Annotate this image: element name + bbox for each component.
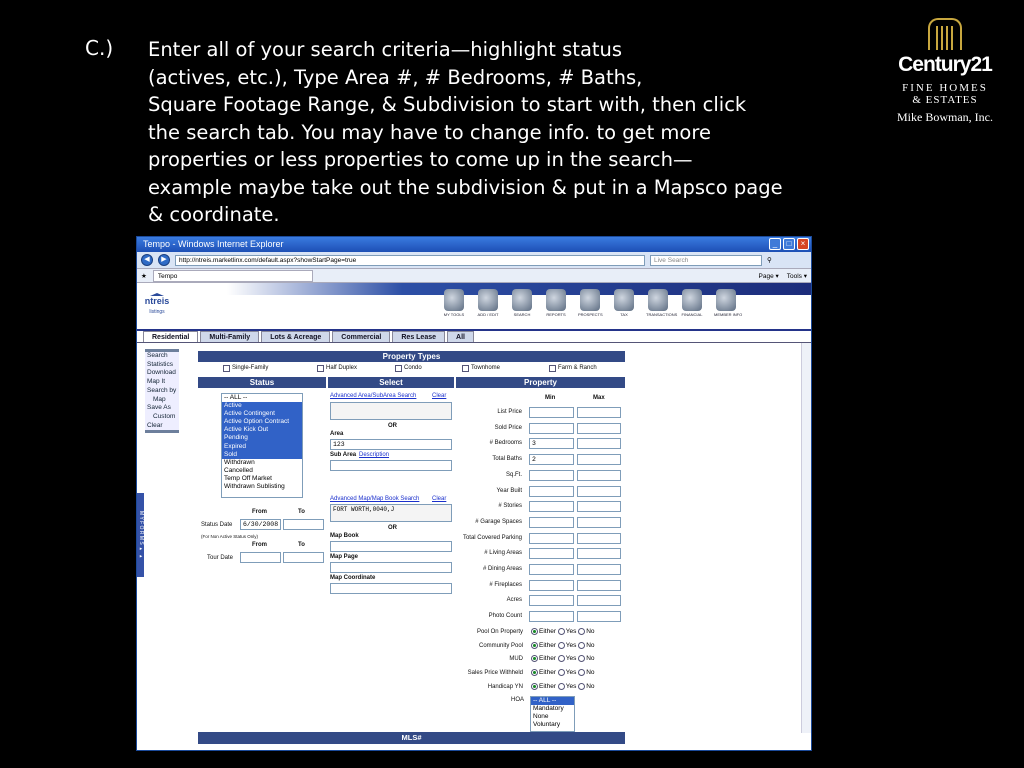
subarea-label: Sub Area [330,452,357,458]
calculator-icon [682,289,702,311]
hoa-label: HOA [511,697,525,703]
radio-yes[interactable] [558,642,565,649]
radio-label: No [586,683,595,691]
live-search-input[interactable]: Live Search [650,255,762,266]
property-field-label: Sold Price [494,424,522,431]
radio-group [531,628,595,635]
property-max-input[interactable] [577,595,621,606]
farm-ranch-checkbox[interactable] [549,365,556,372]
property-types-header: Property Types [198,351,625,362]
area-input[interactable]: 123 [330,439,452,450]
app-header [137,283,811,331]
radio-group [531,683,595,690]
property-max-input[interactable] [577,501,621,512]
search-tool-button[interactable] [510,289,534,317]
radio-either[interactable] [531,669,538,676]
half-duplex-label: Half Duplex [326,365,358,371]
radio-either[interactable] [531,683,538,690]
property-class-tabs [137,331,811,343]
radio-label: Either [539,655,556,663]
property-min-input[interactable] [529,423,574,434]
radio-either[interactable] [531,642,538,649]
nav-map-it[interactable]: Map It [147,378,166,386]
property-max-input[interactable] [577,533,621,544]
radio-label: No [586,655,595,663]
status-date-from-input[interactable]: 6/30/2008 [240,519,281,530]
radio-yes[interactable] [558,669,565,676]
status-option[interactable]: Active [222,402,302,410]
townhome-label: Townhome [471,365,501,371]
tour-date-label: Tour Date [207,555,234,561]
property-field-label: Photo Count [488,613,522,620]
radio-no[interactable] [578,669,585,676]
advanced-area-link[interactable]: Advanced Area/SubArea Search [330,393,417,399]
map-coordinate-input[interactable] [330,583,452,594]
status-option[interactable]: Sold [222,451,302,459]
property-max-input[interactable] [577,407,621,418]
brand-name: Century21 [898,53,992,76]
instruction-line: properties or less properties to come up in the search— [148,148,693,171]
handshake-icon [648,289,668,311]
minimize-button[interactable]: _ [769,238,781,250]
tab-residential[interactable]: Residential [143,331,198,342]
house-icon [150,287,164,296]
instruction-line: Square Footage Range, & Subdivision to start with, then click [148,93,747,116]
half-duplex-checkbox[interactable] [317,365,324,372]
tab-lots-acreage[interactable]: Lots & Acreage [261,331,330,342]
property-max-input[interactable] [577,548,621,559]
slide-instructions [148,36,828,229]
radio-yes[interactable] [558,628,565,635]
property-max-input[interactable] [577,423,621,434]
radio-label: Yes [565,628,577,636]
nav-save-as[interactable]: Save As [147,404,171,412]
agent-name: Mike Bowman, Inc. [897,110,993,124]
property-min-input[interactable]: 2 [529,454,574,465]
member-info-button[interactable] [714,289,743,317]
hoa-option[interactable]: None [533,713,549,721]
subarea-input[interactable] [330,460,452,471]
property-max-input[interactable] [577,564,621,575]
back-icon[interactable]: ◀ [141,254,153,266]
radio-either[interactable] [531,655,538,662]
tour-date-from-input[interactable] [240,552,281,563]
nav-clear[interactable]: Clear [147,421,163,429]
status-header: Status [198,377,326,388]
map-page-label: Map Page [330,554,359,560]
radio-group [531,655,595,662]
nav-statistics[interactable]: Statistics [147,360,174,368]
status-option[interactable]: -- ALL -- [224,394,248,401]
tour-date-to-input[interactable] [283,552,324,563]
instruction-line: & coordinate. [148,203,280,226]
my-forms-tab[interactable]: M Y F O R M S ▸ ▸ [137,493,144,577]
property-max-input[interactable] [577,611,621,622]
status-option[interactable]: Active Option Contract [222,418,302,426]
side-nav [145,349,179,433]
radio-no[interactable] [578,642,585,649]
property-field-label: # Living Areas [484,550,522,557]
min-label: Min [545,395,556,401]
tax-icon [614,289,634,311]
property-field-label: Total Baths [492,456,522,463]
brand-line1: FINE HOMES [902,82,988,94]
maximize-button[interactable]: □ [783,238,795,250]
property-min-input[interactable]: 3 [529,438,574,449]
radio-group [531,642,595,649]
radio-label: Either [539,669,556,677]
radio-label: Yes [565,683,577,691]
close-button[interactable]: × [797,238,809,250]
status-from-label: From [252,509,267,515]
map-clear-link[interactable]: Clear [432,496,447,502]
instruction-line: (actives, etc.), Type Area #, # Bedrooms, # Baths, [148,65,643,89]
property-min-input[interactable] [529,533,574,544]
ntreis-logo-sub: listings [149,309,165,315]
radio-label: No [586,628,595,636]
radio-either[interactable] [531,628,538,635]
nav-custom[interactable]: Custom [153,412,176,420]
property-field-label: # Dining Areas [482,566,522,572]
single-family-checkbox[interactable] [223,365,230,372]
status-option[interactable]: Withdrawn Sublisting [224,483,285,491]
property-field-label: Sq.Ft. [505,471,522,478]
radio-no[interactable] [578,655,585,662]
status-date-to-input[interactable] [283,519,324,530]
area-clear-link[interactable]: Clear [432,393,447,399]
property-min-input[interactable] [529,580,574,591]
property-max-input[interactable] [577,486,621,497]
add-edit-button[interactable] [476,289,500,317]
property-min-input[interactable] [529,611,574,622]
window-titlebar [137,237,811,252]
radio-label: Yes [565,655,577,663]
tab-all[interactable]: All [447,331,474,342]
status-option[interactable]: Pending [222,434,302,442]
radio-label: Either [539,641,556,649]
property-min-input[interactable] [529,548,574,559]
radio-group-label: Pool On Property [476,629,523,635]
browser-window [136,236,812,751]
hoa-option[interactable]: -- ALL -- [531,697,574,705]
condo-checkbox[interactable] [395,365,402,372]
my-tools-button[interactable] [442,289,466,317]
property-min-input[interactable] [529,501,574,512]
instruction-line: the search tab. You may have to change info. to get more [148,120,711,144]
magnifier-icon [512,289,532,311]
icon-caption: TRANSACTIONS [646,312,678,317]
radio-label: No [586,669,595,677]
search-form [137,343,811,733]
subarea-description-link[interactable]: Description [359,452,390,458]
radio-no[interactable] [578,683,585,690]
property-field-label: # Stories [498,503,522,510]
transactions-button[interactable] [646,289,678,317]
add-edit-icon [478,289,498,311]
tab-commercial[interactable]: Commercial [332,331,390,342]
farm-ranch-label: Farm & Ranch [558,365,597,371]
select-header: Select [328,377,454,388]
page-menu[interactable]: Page ▾ [758,272,779,280]
condo-label: Condo [404,365,422,371]
radio-group-label: MUD [509,656,523,663]
property-min-input[interactable] [529,470,574,481]
icon-caption: REPORTS [546,312,566,317]
property-max-input[interactable] [577,580,621,591]
status-option[interactable]: Expired [222,443,302,451]
nav-map[interactable]: Map [153,395,166,403]
icon-caption: MY TOOLS [443,312,465,317]
favorites-icon[interactable]: ★ [141,272,147,280]
reports-button[interactable] [544,289,568,317]
brand-line2: & ESTATES [912,94,978,106]
property-field-label: # Garage Spaces [475,518,522,525]
property-header: Property [456,377,625,388]
instruction-line: Enter all of your search criteria—highlight status [148,38,623,61]
forward-icon[interactable]: ▶ [158,254,170,266]
area-or-label: OR [388,423,397,429]
radio-label: Yes [565,641,577,649]
radio-no[interactable] [578,628,585,635]
property-min-input[interactable] [529,564,574,575]
tour-to-label: To [298,542,305,548]
property-max-input[interactable] [577,454,621,465]
radio-group [531,669,595,676]
status-to-label: To [298,509,305,515]
property-field-label: Acres [506,597,522,604]
instruction-line: example maybe take out the subdivision & put in a Mapsco page [148,175,783,199]
radio-group-label: Community Pool [478,642,523,649]
hoa-option[interactable]: Mandatory [533,705,564,713]
tab-multi-family[interactable]: Multi-Family [200,331,259,342]
status-date-note: (For Non Active Status Only) [201,534,259,539]
radio-yes[interactable] [558,683,565,690]
max-label: Max [593,395,605,401]
financial-button[interactable] [680,289,704,317]
prospects-icon [580,289,600,311]
vertical-scrollbar[interactable] [801,343,811,733]
property-max-input[interactable] [577,438,621,449]
prospects-button[interactable] [578,289,602,317]
radio-label: Either [539,683,556,691]
wrench-icon [444,289,464,311]
radio-group-label: Handicap YN [487,683,523,690]
advanced-map-link[interactable]: Advanced Map/Map Book Search [330,496,420,502]
map-or-label: OR [388,525,397,531]
reports-icon [546,289,566,311]
nav-download[interactable]: Download [147,369,176,377]
icon-caption: PROSPECTS [578,312,603,317]
icon-caption: TAX [620,312,628,317]
map-book-input[interactable] [330,541,452,552]
ntreis-logo-text: ntreis [144,296,170,306]
property-min-input[interactable] [529,595,574,606]
property-min-input[interactable] [529,407,574,418]
icon-caption: MEMBER INFO [714,312,743,317]
member-icon [716,289,736,311]
status-listbox[interactable] [221,393,303,498]
property-max-input[interactable] [577,517,621,528]
radio-group-label: Sales Price Withheld [467,670,523,677]
radio-label: No [586,641,595,649]
map-coordinate-label: Map Coordinate [330,575,376,581]
map-page-input[interactable] [330,562,452,573]
nav-search[interactable]: Search [147,352,168,359]
property-field-label: # Fireplaces [489,581,522,588]
browser-tab[interactable]: Tempo [153,270,313,282]
property-field-label: Total Covered Parking [462,534,522,541]
advanced-map-box[interactable]: FORT WORTH,0040,J [330,504,452,522]
mls-header: MLS# [198,732,625,744]
status-option[interactable]: Cancelled [224,466,253,474]
window-title: Tempo - Windows Internet Explorer [143,239,284,249]
nav-search-by[interactable]: Search by [147,386,177,394]
url-input[interactable]: http://ntreis.marketlinx.com/default.aspx?showStartPage=true [175,255,645,266]
icon-caption: SEARCH [513,312,531,317]
toolbar-icons [442,289,743,317]
tax-button[interactable] [612,289,636,317]
hoa-option[interactable]: Voluntary [533,721,561,729]
hoa-listbox[interactable] [530,696,575,732]
radio-yes[interactable] [558,655,565,662]
slide-step-letter: C.) [85,36,114,60]
radio-label: Either [539,628,556,636]
icon-caption: ADD / EDIT [477,312,499,317]
property-field-label: List Price [497,409,522,415]
status-option[interactable]: Active Kick Out [222,426,302,434]
property-field-label: Year Built [496,487,522,494]
search-icon[interactable]: ⚲ [767,257,772,264]
status-option[interactable]: Temp Off Market [224,474,272,482]
status-date-label: Status Date [201,522,233,528]
map-book-label: Map Book [330,533,359,539]
address-bar [137,252,811,269]
tour-from-label: From [252,542,267,548]
browser-tabbar [137,269,811,283]
tab-res-lease[interactable]: Res Lease [392,331,445,342]
gate-icon [928,18,962,50]
company-logo [890,18,1000,125]
property-min-input[interactable] [529,517,574,528]
property-field-label: # Bedrooms [489,440,522,447]
tools-menu[interactable]: Tools ▾ [786,272,807,280]
status-option[interactable]: Withdrawn [224,458,255,466]
status-option[interactable]: Active Contingent [222,410,302,418]
property-min-input[interactable] [529,486,574,497]
single-family-label: Single-Family [232,365,269,371]
radio-label: Yes [565,669,577,677]
townhome-checkbox[interactable] [462,365,469,372]
advanced-area-box[interactable] [330,402,452,420]
area-label: Area [330,431,344,437]
icon-caption: FINANCIAL [681,312,703,317]
ntreis-logo [141,287,173,317]
property-max-input[interactable] [577,470,621,481]
